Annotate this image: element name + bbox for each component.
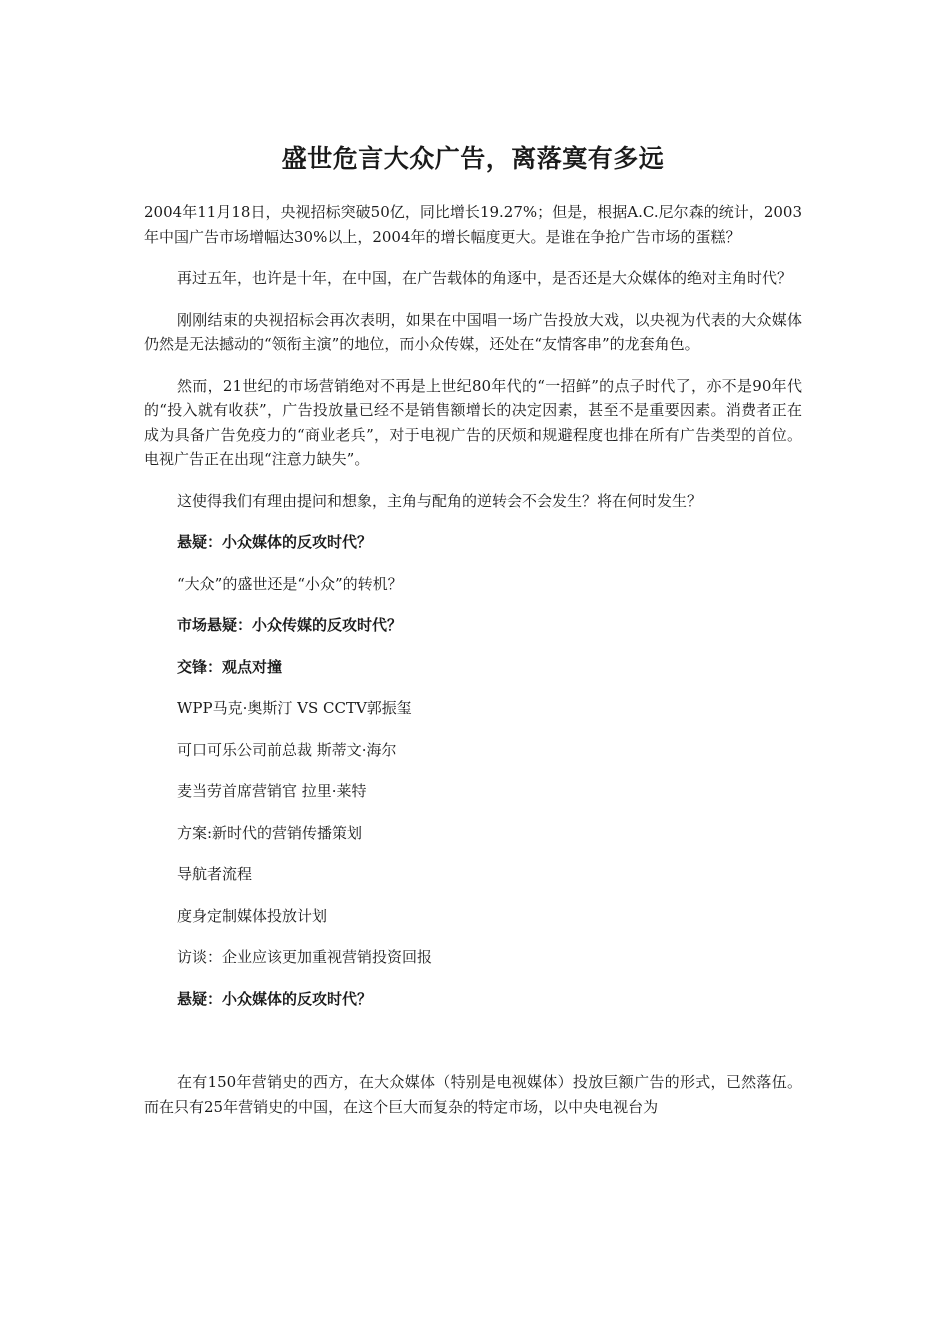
list-item: 导航者流程 xyxy=(177,865,253,883)
paragraph-question: 再过五年，也许是十年，在中国，在广告载体的角逐中，是否还是大众媒体的绝对主角时代？ xyxy=(177,269,793,287)
section-heading: 市场悬疑：小众传媒的反攻时代？ xyxy=(177,616,403,634)
section-heading: 悬疑：小众媒体的反攻时代？ xyxy=(177,533,373,551)
spacer xyxy=(144,1028,802,1070)
list-item: “大众”的盛世还是“小众”的转机？ xyxy=(177,574,403,593)
list-item: 度身定制媒体投放计划 xyxy=(177,906,328,925)
list-item: WPP马克·奥斯汀 VS CCTV郭振玺 xyxy=(177,699,412,717)
paragraph-western-marketing: 在有150年营销史的西方，在大众媒体（特别是电视媒体）投放巨额广告的形式，已然落伍。而在只有25年营销史的中国，在这个巨大而复杂的特定市场，以中央电视台为 xyxy=(144,1073,802,1116)
section-heading: 交锋：观点对撞 xyxy=(177,657,283,676)
list-item: 访谈：企业应该更加重视营销投资回报 xyxy=(177,948,433,966)
document-title: 盛世危言大众广告，离落寞有多远 xyxy=(281,144,665,173)
list-item: 方案:新时代的营销传播策划 xyxy=(177,823,363,842)
list-item: 可口可乐公司前总裁 斯蒂文·海尔 xyxy=(177,740,397,759)
document-body xyxy=(144,200,802,1136)
paragraph-reversal: 这使得我们有理由提问和想象，主角与配角的逆转会不会发生？将在何时发生？ xyxy=(177,491,703,510)
paragraph-marketing-era: 然而，21世纪的市场营销绝对不再是上世纪80年代的“一招鲜”的点子时代了，亦不是90年代的“投入就有收获”，广告投放量已经不是销售额增长的决定因素，甚至不是重要因素。消费者正在成为具备广告免疫力的“商业老兵”，对于电视广告的厌烦和规避程度也排在所有广告类型的首位。电视广告正在出现“注意力缺失”。 xyxy=(144,376,802,468)
paragraph-cctv-bidding: 刚刚结束的央视招标会再次表明，如果在中国唱一场广告投放大戏，以央视为代表的大众媒体仍然是无法撼动的“领衔主演”的地位，而小众传媒，还处在“友情客串”的龙套角色。 xyxy=(144,310,802,353)
list-item: 麦当劳首席营销官 拉里·莱特 xyxy=(177,782,367,800)
paragraph-intro: 2004年11月18日，央视招标突破50亿，同比增长19.27%；但是，根据A.C.尼尔森的统计，2003年中国广告市场增幅达30%以上，2004年的增长幅度更大。是谁在争抢广告市场的蛋糕？ xyxy=(144,203,802,246)
section-heading: 悬疑：小众媒体的反攻时代？ xyxy=(177,989,373,1008)
